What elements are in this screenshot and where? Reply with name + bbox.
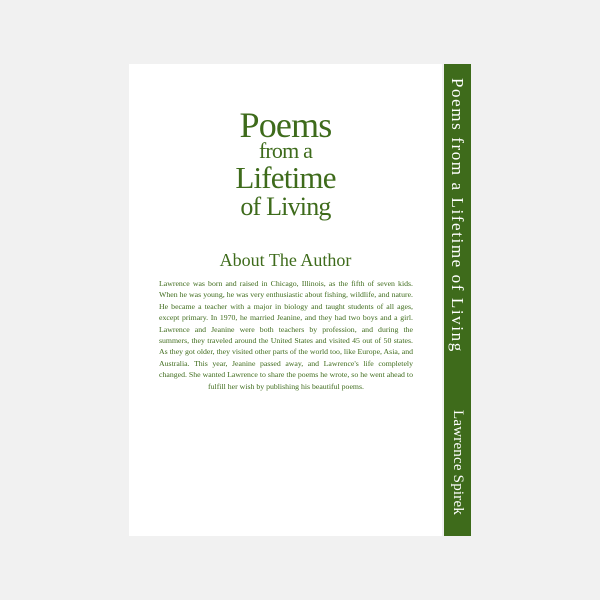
about-body: Lawrence was born and raised in Chicago, Illinois, as the fifth of seven kids. When he was young, he was very enthusiastic about fishing, wildlife, and nature. He became a teacher with a major in biology and taught students of all ages, except primary. In 1970, he married Jeanine, and they had two boys and a girl. Lawrence and Jeanine were both teachers by profession, and during the summers, they traveled around the United States and visited 45 out of 50 states. As they got older, they visited other parts of the world too, like Europe, Asia, and Australia. This year, Jeanine passed away, and Lawrence's life completely changed. She wanted Lawrence to share the poems he wrote, so he went ahead to fulfill her wish by publishing his beautiful poems. (159, 279, 413, 391)
title-line-3: Lifetime (235, 160, 336, 195)
book-spine (444, 64, 471, 536)
title-line-4: of Living (240, 192, 331, 221)
about-heading: About The Author (219, 250, 352, 270)
book-title (129, 105, 442, 221)
spine-title: Poems from a Lifetime of Living (448, 78, 467, 353)
spine-author: Lawrence Spirek (450, 410, 466, 516)
title-line-1: Poems (239, 105, 332, 145)
title-line-2: from a (258, 138, 313, 163)
back-cover (129, 64, 442, 536)
